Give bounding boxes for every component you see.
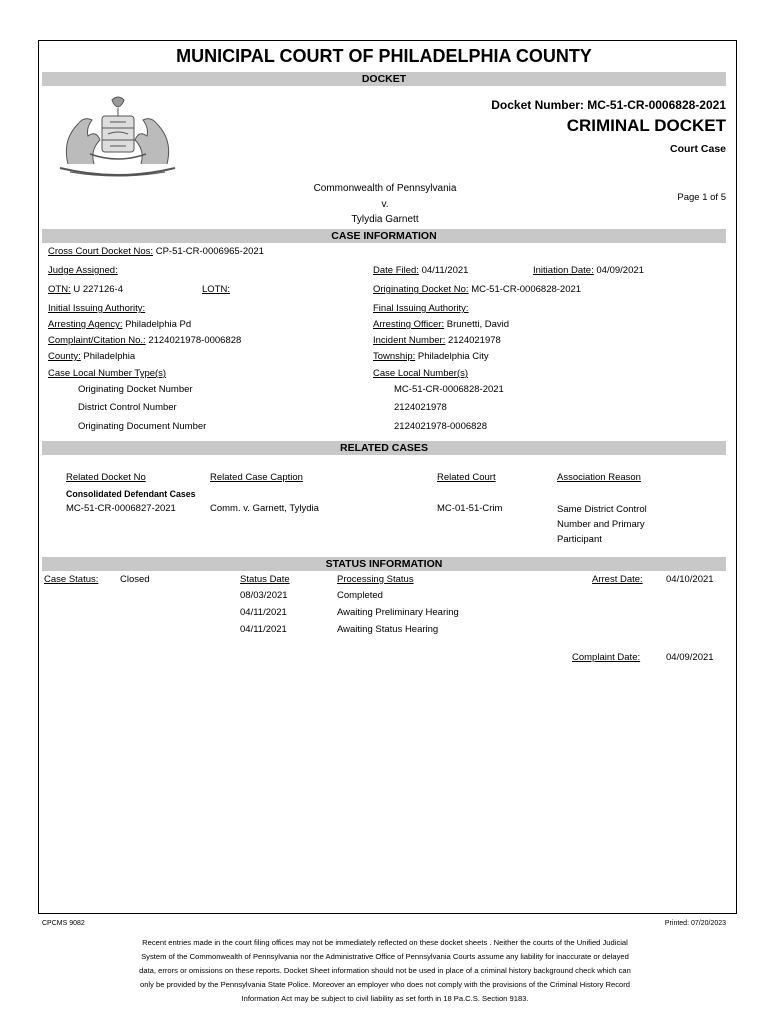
case-information-bar: CASE INFORMATION bbox=[42, 229, 726, 243]
complaint-value: 2124021978-0006828 bbox=[148, 335, 242, 346]
arresting-officer-row bbox=[373, 319, 509, 330]
local-number-item: MC-51-CR-0006828-2021 bbox=[394, 384, 504, 395]
status-entry-status: Awaiting Preliminary Hearing bbox=[337, 607, 459, 618]
case-caption-defendant: Tylydia Garnett bbox=[351, 214, 419, 225]
status-entry-date: 08/03/2021 bbox=[240, 590, 288, 601]
cross-court-row bbox=[48, 246, 264, 257]
local-type-item: Originating Docket Number bbox=[78, 384, 193, 395]
related-caption-header: Related Case Caption bbox=[210, 472, 303, 483]
association-reason-line: Participant bbox=[557, 534, 602, 545]
initiation-date-value: 04/09/2021 bbox=[596, 265, 644, 276]
status-entry-status: Awaiting Status Hearing bbox=[337, 624, 439, 635]
disclaimer-line: only be provided by the Pennsylvania State Police. Moreover an employer who does not comply with the provisions of the Criminal History Record bbox=[139, 980, 631, 989]
disclaimer bbox=[90, 936, 680, 1006]
date-filed-label: Date Filed: bbox=[373, 265, 419, 276]
arrest-date-label: Arrest Date: bbox=[592, 574, 643, 585]
cross-court-value: CP-51-CR-0006965-2021 bbox=[155, 246, 264, 257]
docket-bar: DOCKET bbox=[42, 72, 726, 86]
association-reason-line: Number and Primary bbox=[557, 519, 645, 530]
docket-number: Docket Number: MC-51-CR-0006828-2021 bbox=[491, 98, 726, 112]
township-label: Township: bbox=[373, 351, 416, 362]
date-filed-value: 04/11/2021 bbox=[421, 265, 469, 276]
related-court-value: MC-01-51-Crim bbox=[437, 503, 503, 514]
cross-court-label: Cross Court Docket Nos: bbox=[48, 246, 154, 257]
lotn-label: LOTN: bbox=[202, 284, 230, 295]
complaint-date-value: 04/09/2021 bbox=[666, 652, 714, 663]
association-reason-line: Same District Control bbox=[557, 504, 647, 515]
incident-row bbox=[373, 335, 501, 346]
case-caption-plaintiff: Commonwealth of Pennsylvania bbox=[313, 183, 457, 194]
date-filed-row bbox=[373, 265, 468, 276]
local-numbers-label: Case Local Number(s) bbox=[373, 368, 469, 379]
status-entry-status: Completed bbox=[337, 590, 383, 601]
otn-label: OTN: bbox=[48, 284, 71, 295]
status-entry-date: 04/11/2021 bbox=[240, 607, 287, 618]
disclaimer-line: System of the Commonwealth of Pennsylvania nor the Administrative Office of Pennsylvania Courts assume any liability for inaccurate or delayed bbox=[141, 952, 629, 961]
local-number-item: 2124021978-0006828 bbox=[394, 421, 487, 432]
incident-label: Incident Number: bbox=[373, 335, 446, 346]
otn-value: U 227126-4 bbox=[73, 284, 123, 295]
related-cases-bar: RELATED CASES bbox=[42, 441, 726, 455]
local-number-types-label: Case Local Number Type(s) bbox=[48, 368, 167, 379]
page-indicator: Page 1 of 5 bbox=[677, 192, 726, 203]
case-status-label: Case Status: bbox=[44, 574, 99, 585]
status-information-bar: STATUS INFORMATION bbox=[42, 557, 726, 571]
local-type-item: Originating Document Number bbox=[78, 421, 207, 432]
status-entry-date: 04/11/2021 bbox=[240, 624, 287, 635]
court-case-label: Court Case bbox=[669, 143, 726, 155]
initiation-date-label: Initiation Date: bbox=[533, 265, 594, 276]
form-id: CPCMS 9082 bbox=[42, 920, 85, 927]
arresting-agency-row bbox=[48, 319, 191, 330]
initial-authority-label: Initial Issuing Authority: bbox=[48, 303, 146, 314]
docket-type: CRIMINAL DOCKET bbox=[566, 116, 726, 135]
originating-docket-row bbox=[373, 284, 581, 295]
status-date-header: Status Date bbox=[240, 574, 290, 585]
arresting-agency-label: Arresting Agency: bbox=[48, 319, 123, 330]
court-title: MUNICIPAL COURT OF PHILADELPHIA COUNTY bbox=[176, 46, 592, 66]
consolidated-cases-label: Consolidated Defendant Cases bbox=[66, 489, 196, 499]
judge-assigned-label: Judge Assigned: bbox=[48, 265, 118, 276]
related-docket-value: MC-51-CR-0006827-2021 bbox=[66, 503, 176, 514]
originating-docket-label: Originating Docket No: bbox=[373, 284, 469, 295]
township-row bbox=[373, 351, 489, 362]
county-value: Philadelphia bbox=[83, 351, 136, 362]
disclaimer-line: data, errors or omissions on these reports. Docket Sheet information should not be used in place of a criminal history background check which can bbox=[139, 966, 631, 975]
processing-status-header: Processing Status bbox=[337, 574, 414, 585]
disclaimer-line: Recent entries made in the court filing offices may not be immediately reflected on these docket sheets . Neither the courts of the Unified Judicial bbox=[142, 938, 628, 947]
disclaimer-line: Information Act may be subject to civil liability as set forth in 18 Pa.C.S. Section 9183. bbox=[241, 994, 529, 1003]
association-reason-header: Association Reason bbox=[557, 472, 641, 483]
otn-row bbox=[48, 284, 123, 295]
arresting-officer-value: Brunetti, David bbox=[446, 319, 510, 330]
local-type-item: District Control Number bbox=[78, 402, 177, 413]
township-value: Philadelphia City bbox=[417, 351, 489, 362]
initiation-date-row bbox=[533, 265, 644, 276]
arrest-date-value: 04/10/2021 bbox=[666, 574, 714, 585]
related-court-header: Related Court bbox=[437, 472, 496, 483]
local-number-item: 2124021978 bbox=[394, 402, 447, 413]
case-status-value: Closed bbox=[120, 574, 150, 585]
incident-value: 2124021978 bbox=[447, 335, 501, 346]
complaint-row bbox=[48, 335, 241, 346]
county-label: County: bbox=[48, 351, 81, 362]
arresting-agency-value: Philadelphia Pd bbox=[125, 319, 192, 330]
complaint-date-label: Complaint Date: bbox=[572, 652, 641, 663]
case-caption-versus: v. bbox=[381, 199, 389, 210]
coat-of-arms-icon bbox=[50, 92, 185, 177]
complaint-label: Complaint/Citation No.: bbox=[48, 335, 146, 346]
originating-docket-value: MC-51-CR-0006828-2021 bbox=[471, 284, 582, 295]
county-row bbox=[48, 351, 135, 362]
arresting-officer-label: Arresting Officer: bbox=[373, 319, 445, 330]
related-caption-value: Comm. v. Garnett, Tylydia bbox=[210, 503, 319, 514]
printed-date: Printed: 07/20/2023 bbox=[664, 920, 726, 927]
related-docket-header: Related Docket No bbox=[66, 472, 146, 483]
final-authority-label: Final Issuing Authority: bbox=[373, 303, 469, 314]
